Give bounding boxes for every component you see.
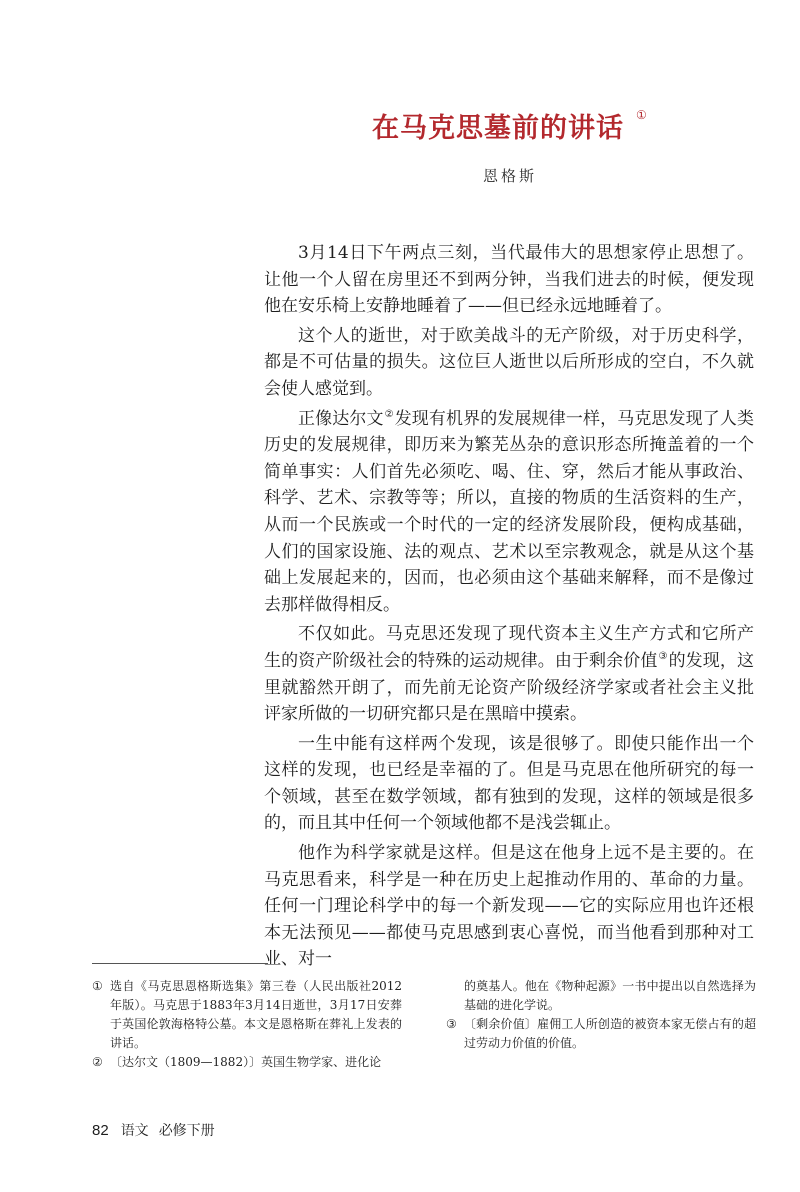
- footer-volume: 必修下册: [158, 1123, 215, 1139]
- author-name: 恩格斯: [483, 167, 538, 185]
- page-title: 在马克思墓前的讲话: [372, 113, 624, 144]
- paragraph-3-part-a: 正像达尔文: [298, 408, 384, 429]
- footnote-3: [446, 1015, 756, 1053]
- footnote-2: [92, 1053, 402, 1072]
- footer-subject: 语文: [120, 1123, 149, 1139]
- paragraph-5: 一生中能有这样两个发现，该是很够了。即使只能作出一个这样的发现，也已经是幸福的了。但是马克思在他所研究的每一个领域，甚至在数学领域，都有独到的发现，这样的领域是很多的，而且其中任何一个领域他都不是浅尝辄止。: [264, 733, 754, 834]
- footnote-3-number: ③: [446, 1017, 457, 1031]
- paragraph-1: 3月14日下午两点三刻，当代最伟大的思想家停止思想了。让他一个人留在房里还不到两分钟，当我们进去的时候，便发现他在安乐椅上安静地睡着了——但已经永远地睡着了。: [264, 243, 754, 317]
- footnote-divider: [92, 963, 268, 964]
- paragraph-4-part-a: 不仅如此。马克思还发现了现代资本主义生产方式和它所产生的资产阶级社会的特殊的运动规律。由于剩余价值: [264, 624, 754, 671]
- title-footnote-marker: ①: [636, 108, 647, 122]
- paragraph-3-part-b: 发现有机界的发展规律一样，马克思发现了人类历史的发展规律，即历来为繁芜丛杂的意识形态所掩盖着的一个简单事实：人们首先必须吃、喝、住、穿，然后才能从事政治、科学、艺术、宗教等等；所以，直接的物质的生活资料的生产，从而一个民族或一个时代的一定的经济发展阶段，便构成基础，人们的国家设施、法的观点、艺术以至宗教观念，就是从这个基础上发展起来的，因而，也必须由这个基础来解释，而不是像过去那样做得相反。: [264, 408, 755, 615]
- paragraph-6: 他作为科学家就是这样。但是这在他身上远不是主要的。在马克思看来，科学是一种在历史上起推动作用的、革命的力量。任何一门理论科学中的每一个新发现——它的实际应用也许还根本无法预见——都使马克思感到衷心喜悦，而当他看到那种对工业、对一: [264, 843, 754, 970]
- article-body: [264, 240, 754, 973]
- footnote-2-text: 〔达尔文（1809—1882）〕英国生物学家、进化论: [110, 1055, 382, 1069]
- footnote-1-number: ①: [92, 979, 103, 993]
- page-footer: [92, 1120, 215, 1140]
- footnotes-left-column: [92, 977, 402, 1072]
- paragraph-4: [264, 621, 754, 727]
- footnote-1-text: 选自《马克思恩格斯选集》第三卷（人民出版社2012年版）。马克思于1883年3月14日逝世，3月17日安葬于英国伦敦海格特公墓。本文是恩格斯在葬礼上发表的讲话。: [110, 979, 402, 1050]
- footnote-marker-3: ③: [658, 650, 668, 662]
- footnote-2-continuation: 的奠基人。他在《物种起源》一书中提出以自然选择为基础的进化学说。: [464, 979, 756, 1012]
- footnote-1: [92, 977, 402, 1053]
- footnote-3-text: 〔剩余价值〕雇佣工人所创造的被资本家无偿占有的超过劳动力价值的价值。: [464, 1017, 756, 1050]
- footnotes-right-column: [446, 977, 756, 1053]
- paragraph-4-part-b: 的发现，这里就豁然开朗了，而先前无论资产阶级经济学家或者社会主义批评家所做的一切研究都只是在黑暗中摸索。: [264, 650, 755, 725]
- footnote-2-number: ②: [92, 1055, 103, 1069]
- paragraph-2: 这个人的逝世，对于欧美战斗的无产阶级，对于历史科学，都是不可估量的损失。这位巨人逝世以后所形成的空白，不久就会使人感觉到。: [264, 325, 754, 399]
- page-number: 82: [92, 1122, 109, 1139]
- footnote-marker-2: ②: [384, 408, 394, 420]
- paragraph-3: [264, 406, 754, 619]
